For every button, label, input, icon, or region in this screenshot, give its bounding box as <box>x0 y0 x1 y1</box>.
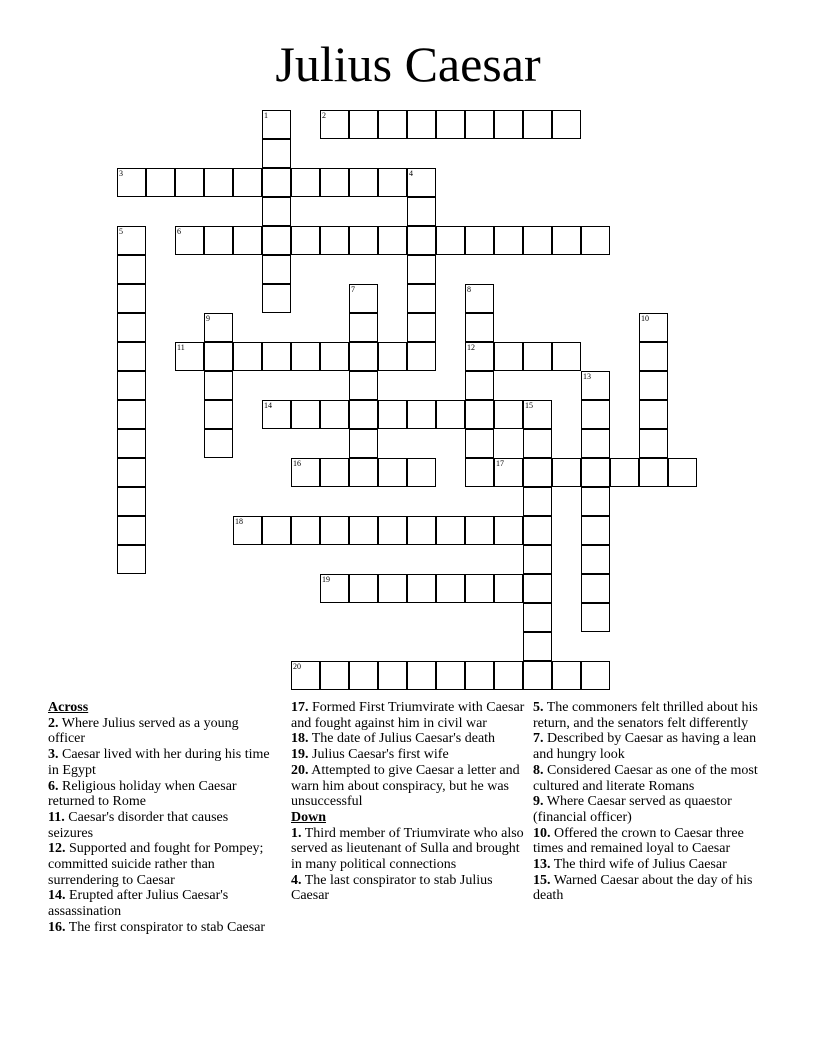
grid-cell[interactable] <box>639 458 668 487</box>
grid-cell[interactable] <box>378 458 407 487</box>
clue-text: Religious holiday when Caesar returned to Rome <box>48 778 237 810</box>
grid-cell[interactable] <box>523 400 552 429</box>
grid-cell[interactable] <box>378 226 407 255</box>
grid-cell[interactable] <box>639 313 668 342</box>
clue-across-14 <box>48 888 273 919</box>
grid-cell[interactable] <box>291 458 320 487</box>
clue-number: 3. <box>48 747 59 763</box>
clue-down-5 <box>533 700 769 731</box>
clue-number: 19. <box>291 747 309 763</box>
grid-cell[interactable] <box>117 168 146 197</box>
clue-across-6 <box>48 779 273 810</box>
grid-cell[interactable] <box>291 661 320 690</box>
grid-cell[interactable] <box>407 110 436 139</box>
clue-number: 7. <box>533 731 544 747</box>
grid-cell[interactable] <box>175 226 204 255</box>
clue-down-1 <box>291 826 527 873</box>
clues-column-1 <box>48 700 273 936</box>
grid-cell[interactable] <box>262 168 291 197</box>
grid-cell[interactable] <box>233 516 262 545</box>
grid-cell[interactable] <box>349 371 378 400</box>
grid-cell[interactable] <box>465 400 494 429</box>
clues-column-2 <box>291 700 527 904</box>
grid-cell[interactable] <box>465 458 494 487</box>
grid-cell[interactable] <box>262 516 291 545</box>
grid-cell[interactable] <box>349 284 378 313</box>
cell-number: 18 <box>235 517 243 526</box>
grid-cell[interactable] <box>436 400 465 429</box>
grid-cell[interactable] <box>320 574 349 603</box>
grid-cell[interactable] <box>668 458 697 487</box>
grid-cell[interactable] <box>581 603 610 632</box>
clue-across-12 <box>48 841 273 888</box>
clue-down-15 <box>533 873 769 904</box>
grid-cell[interactable] <box>581 487 610 516</box>
grid-cell[interactable] <box>523 429 552 458</box>
grid-cell[interactable] <box>320 226 349 255</box>
clue-text: Where Caesar served as quaestor (financial officer) <box>533 794 732 825</box>
grid-cell[interactable] <box>407 458 436 487</box>
clue-across-20 <box>291 763 527 810</box>
grid-cell[interactable] <box>465 371 494 400</box>
grid-cell[interactable] <box>581 458 610 487</box>
cell-number: 14 <box>264 401 272 410</box>
grid-cell[interactable] <box>233 168 262 197</box>
cell-number: 12 <box>467 343 475 352</box>
grid-cell[interactable] <box>146 168 175 197</box>
grid-cell[interactable] <box>117 545 146 574</box>
across-heading: Across <box>48 700 89 715</box>
grid-cell[interactable] <box>117 429 146 458</box>
grid-cell[interactable] <box>436 110 465 139</box>
grid-cell[interactable] <box>552 661 581 690</box>
grid-cell[interactable] <box>349 342 378 371</box>
grid-cell[interactable] <box>262 255 291 284</box>
grid-cell[interactable] <box>204 313 233 342</box>
grid-cell[interactable] <box>523 226 552 255</box>
cell-number: 4 <box>409 169 413 178</box>
clue-text: Offered the crown to Caesar three times and remained loyal to Caesar <box>533 825 744 857</box>
grid-cell[interactable] <box>465 342 494 371</box>
grid-cell[interactable] <box>291 400 320 429</box>
grid-cell[interactable] <box>523 661 552 690</box>
grid-cell[interactable] <box>552 226 581 255</box>
clue-text: Described by Caesar as having a lean and hungry look <box>533 731 757 763</box>
clue-across-17 <box>291 700 527 731</box>
grid-cell[interactable] <box>494 226 523 255</box>
grid-cell[interactable] <box>465 429 494 458</box>
clue-text: Supported and fought for Pompey; committed suicide rather than surrendering to Caesar <box>48 841 264 888</box>
grid-cell[interactable] <box>349 313 378 342</box>
clue-number: 8. <box>533 762 544 778</box>
clue-text: Where Julius served as a young officer <box>48 715 239 747</box>
clue-down-13 <box>533 857 769 873</box>
grid-cell[interactable] <box>581 226 610 255</box>
grid-cell[interactable] <box>494 516 523 545</box>
grid-cell[interactable] <box>581 661 610 690</box>
clue-number: 12. <box>48 841 66 857</box>
clue-number: 9. <box>533 794 544 810</box>
clue-number: 20. <box>291 762 309 778</box>
grid-cell[interactable] <box>117 458 146 487</box>
grid-cell[interactable] <box>581 516 610 545</box>
clue-text: Julius Caesar's first wife <box>312 747 449 763</box>
grid-cell[interactable] <box>523 545 552 574</box>
clue-number: 16. <box>48 919 66 935</box>
clue-across-3 <box>48 747 273 778</box>
grid-cell[interactable] <box>494 110 523 139</box>
grid-cell[interactable] <box>320 458 349 487</box>
clue-number: 4. <box>291 872 302 888</box>
grid-cell[interactable] <box>378 574 407 603</box>
grid-cell[interactable] <box>581 574 610 603</box>
clue-number: 17. <box>291 700 309 715</box>
clue-number: 10. <box>533 825 551 841</box>
cell-number: 2 <box>322 111 326 120</box>
grid-cell[interactable] <box>320 516 349 545</box>
cell-number: 5 <box>119 227 123 236</box>
grid-cell[interactable] <box>465 661 494 690</box>
grid-cell[interactable] <box>378 342 407 371</box>
clue-number: 18. <box>291 731 309 747</box>
grid-cell[interactable] <box>204 371 233 400</box>
clue-across-16 <box>48 920 273 936</box>
grid-cell[interactable] <box>407 342 436 371</box>
grid-cell[interactable] <box>291 226 320 255</box>
clue-across-2 <box>48 716 273 747</box>
grid-cell[interactable] <box>465 284 494 313</box>
grid-cell[interactable] <box>465 574 494 603</box>
grid-cell[interactable] <box>407 284 436 313</box>
cell-number: 9 <box>206 314 210 323</box>
grid-cell[interactable] <box>349 429 378 458</box>
grid-cell[interactable] <box>407 574 436 603</box>
clue-number: 13. <box>533 857 551 873</box>
grid-cell[interactable] <box>494 342 523 371</box>
clue-text: Considered Caesar as one of the most cultured and literate Romans <box>533 762 758 794</box>
grid-cell[interactable] <box>494 574 523 603</box>
grid-cell[interactable] <box>523 458 552 487</box>
grid-cell[interactable] <box>523 632 552 661</box>
clue-number: 2. <box>48 715 59 731</box>
clue-text: The last conspirator to stab Julius Caesar <box>291 872 493 904</box>
grid-cell[interactable] <box>233 342 262 371</box>
grid-cell[interactable] <box>378 168 407 197</box>
grid-cell[interactable] <box>465 313 494 342</box>
grid-cell[interactable] <box>117 487 146 516</box>
grid-cell[interactable] <box>523 574 552 603</box>
grid-cell[interactable] <box>117 516 146 545</box>
grid-cell[interactable] <box>175 168 204 197</box>
clue-across-11 <box>48 810 273 841</box>
clue-down-8 <box>533 763 769 794</box>
grid-cell[interactable] <box>175 342 204 371</box>
grid-cell[interactable] <box>349 226 378 255</box>
clue-text: The date of Julius Caesar's death <box>311 731 496 747</box>
grid-cell[interactable] <box>494 661 523 690</box>
grid-cell[interactable] <box>262 110 291 139</box>
clue-number: 5. <box>533 700 544 715</box>
cell-number: 10 <box>641 314 649 323</box>
grid-cell[interactable] <box>610 458 639 487</box>
clue-number: 11. <box>48 809 65 825</box>
grid-cell[interactable] <box>436 226 465 255</box>
grid-cell[interactable] <box>552 342 581 371</box>
grid-cell[interactable] <box>552 458 581 487</box>
grid-cell[interactable] <box>262 139 291 168</box>
cell-number: 19 <box>322 575 330 584</box>
puzzle-title: Julius Caesar <box>275 36 541 92</box>
grid-cell[interactable] <box>320 168 349 197</box>
grid-cell[interactable] <box>407 516 436 545</box>
grid-cell[interactable] <box>117 284 146 313</box>
grid-cell[interactable] <box>349 458 378 487</box>
grid-cell[interactable] <box>117 255 146 284</box>
grid-cell[interactable] <box>349 400 378 429</box>
clue-text: Warned Caesar about the day of his death <box>533 872 753 904</box>
clue-text: Attempted to give Caesar a letter and warn him about conspiracy, but he was unsuccessful <box>291 762 520 810</box>
clue-across-19 <box>291 747 527 763</box>
grid-cell[interactable] <box>117 226 146 255</box>
grid-cell[interactable] <box>639 371 668 400</box>
grid-cell[interactable] <box>523 603 552 632</box>
clue-number: 14. <box>48 888 66 904</box>
grid-cell[interactable] <box>581 429 610 458</box>
grid-cell[interactable] <box>117 371 146 400</box>
grid-cell[interactable] <box>436 661 465 690</box>
clue-number: 15. <box>533 872 551 888</box>
grid-cell[interactable] <box>523 487 552 516</box>
grid-cell[interactable] <box>262 197 291 226</box>
grid-cell[interactable] <box>581 371 610 400</box>
cell-number: 6 <box>177 227 181 236</box>
grid-cell[interactable] <box>349 574 378 603</box>
grid-cell[interactable] <box>639 429 668 458</box>
grid-cell[interactable] <box>581 400 610 429</box>
clue-text: Formed First Triumvirate with Caesar and fought against him in civil war <box>291 700 525 731</box>
cell-number: 7 <box>351 285 355 294</box>
cell-number: 13 <box>583 372 591 381</box>
grid-cell[interactable] <box>407 197 436 226</box>
grid-cell[interactable] <box>117 313 146 342</box>
clue-text: Third member of Triumvirate who also served as lieutenant of Sulla and brought in many political connections <box>291 825 524 873</box>
grid-cell[interactable] <box>291 516 320 545</box>
grid-cell[interactable] <box>262 226 291 255</box>
cell-number: 3 <box>119 169 123 178</box>
grid-cell[interactable] <box>291 342 320 371</box>
grid-cell[interactable] <box>262 400 291 429</box>
grid-cell[interactable] <box>407 661 436 690</box>
clue-text: Caesar's disorder that causes seizures <box>48 809 229 841</box>
grid-cell[interactable] <box>639 400 668 429</box>
grid-cell[interactable] <box>204 226 233 255</box>
grid-cell[interactable] <box>204 342 233 371</box>
grid-cell[interactable] <box>117 342 146 371</box>
clue-text: Erupted after Julius Caesar's assassination <box>48 888 229 920</box>
grid-cell[interactable] <box>407 168 436 197</box>
grid-cell[interactable] <box>552 110 581 139</box>
grid-cell[interactable] <box>233 226 262 255</box>
cell-number: 11 <box>177 343 185 352</box>
grid-cell[interactable] <box>320 342 349 371</box>
grid-cell[interactable] <box>204 168 233 197</box>
grid-cell[interactable] <box>291 168 320 197</box>
clue-number: 1. <box>291 825 302 841</box>
grid-cell[interactable] <box>117 400 146 429</box>
clues-column-3 <box>533 700 769 904</box>
cell-number: 1 <box>264 111 268 120</box>
grid-cell[interactable] <box>407 400 436 429</box>
grid-cell[interactable] <box>494 458 523 487</box>
grid-cell[interactable] <box>407 255 436 284</box>
cell-number: 20 <box>293 662 301 671</box>
grid-cell[interactable] <box>378 110 407 139</box>
grid-cell[interactable] <box>494 400 523 429</box>
clue-down-7 <box>533 731 769 762</box>
clue-text: The third wife of Julius Caesar <box>553 857 727 873</box>
grid-cell[interactable] <box>465 226 494 255</box>
grid-cell[interactable] <box>436 516 465 545</box>
cell-number: 8 <box>467 285 471 294</box>
clue-number: 6. <box>48 778 59 794</box>
grid-cell[interactable] <box>436 574 465 603</box>
clue-across-18 <box>291 731 527 747</box>
grid-cell[interactable] <box>349 168 378 197</box>
grid-cell[interactable] <box>378 516 407 545</box>
clue-down-10 <box>533 826 769 857</box>
grid-cell[interactable] <box>407 313 436 342</box>
grid-cell[interactable] <box>378 400 407 429</box>
grid-cell[interactable] <box>320 400 349 429</box>
grid-cell[interactable] <box>349 661 378 690</box>
grid-cell[interactable] <box>349 516 378 545</box>
grid-cell[interactable] <box>465 516 494 545</box>
grid-cell[interactable] <box>320 661 349 690</box>
clue-text: Caesar lived with her during his time in Egypt <box>48 747 270 778</box>
grid-cell[interactable] <box>407 226 436 255</box>
cell-number: 16 <box>293 459 301 468</box>
grid-cell[interactable] <box>320 110 349 139</box>
grid-cell[interactable] <box>465 110 494 139</box>
clue-down-4 <box>291 873 527 904</box>
grid-cell[interactable] <box>262 342 291 371</box>
clue-down-9 <box>533 794 769 825</box>
grid-cell[interactable] <box>523 342 552 371</box>
grid-cell[interactable] <box>204 400 233 429</box>
grid-cell[interactable] <box>523 110 552 139</box>
grid-cell[interactable] <box>639 342 668 371</box>
down-heading: Down <box>291 809 327 825</box>
grid-cell[interactable] <box>349 110 378 139</box>
cell-number: 17 <box>496 459 504 468</box>
clue-text: The commoners felt thrilled about his return, and the senators felt differently <box>533 700 758 731</box>
grid-cell[interactable] <box>378 661 407 690</box>
cell-number: 15 <box>525 401 533 410</box>
grid-cell[interactable] <box>204 429 233 458</box>
grid-cell[interactable] <box>581 545 610 574</box>
grid-cell[interactable] <box>262 284 291 313</box>
grid-cell[interactable] <box>523 516 552 545</box>
clue-text: The first conspirator to stab Caesar <box>68 919 266 935</box>
